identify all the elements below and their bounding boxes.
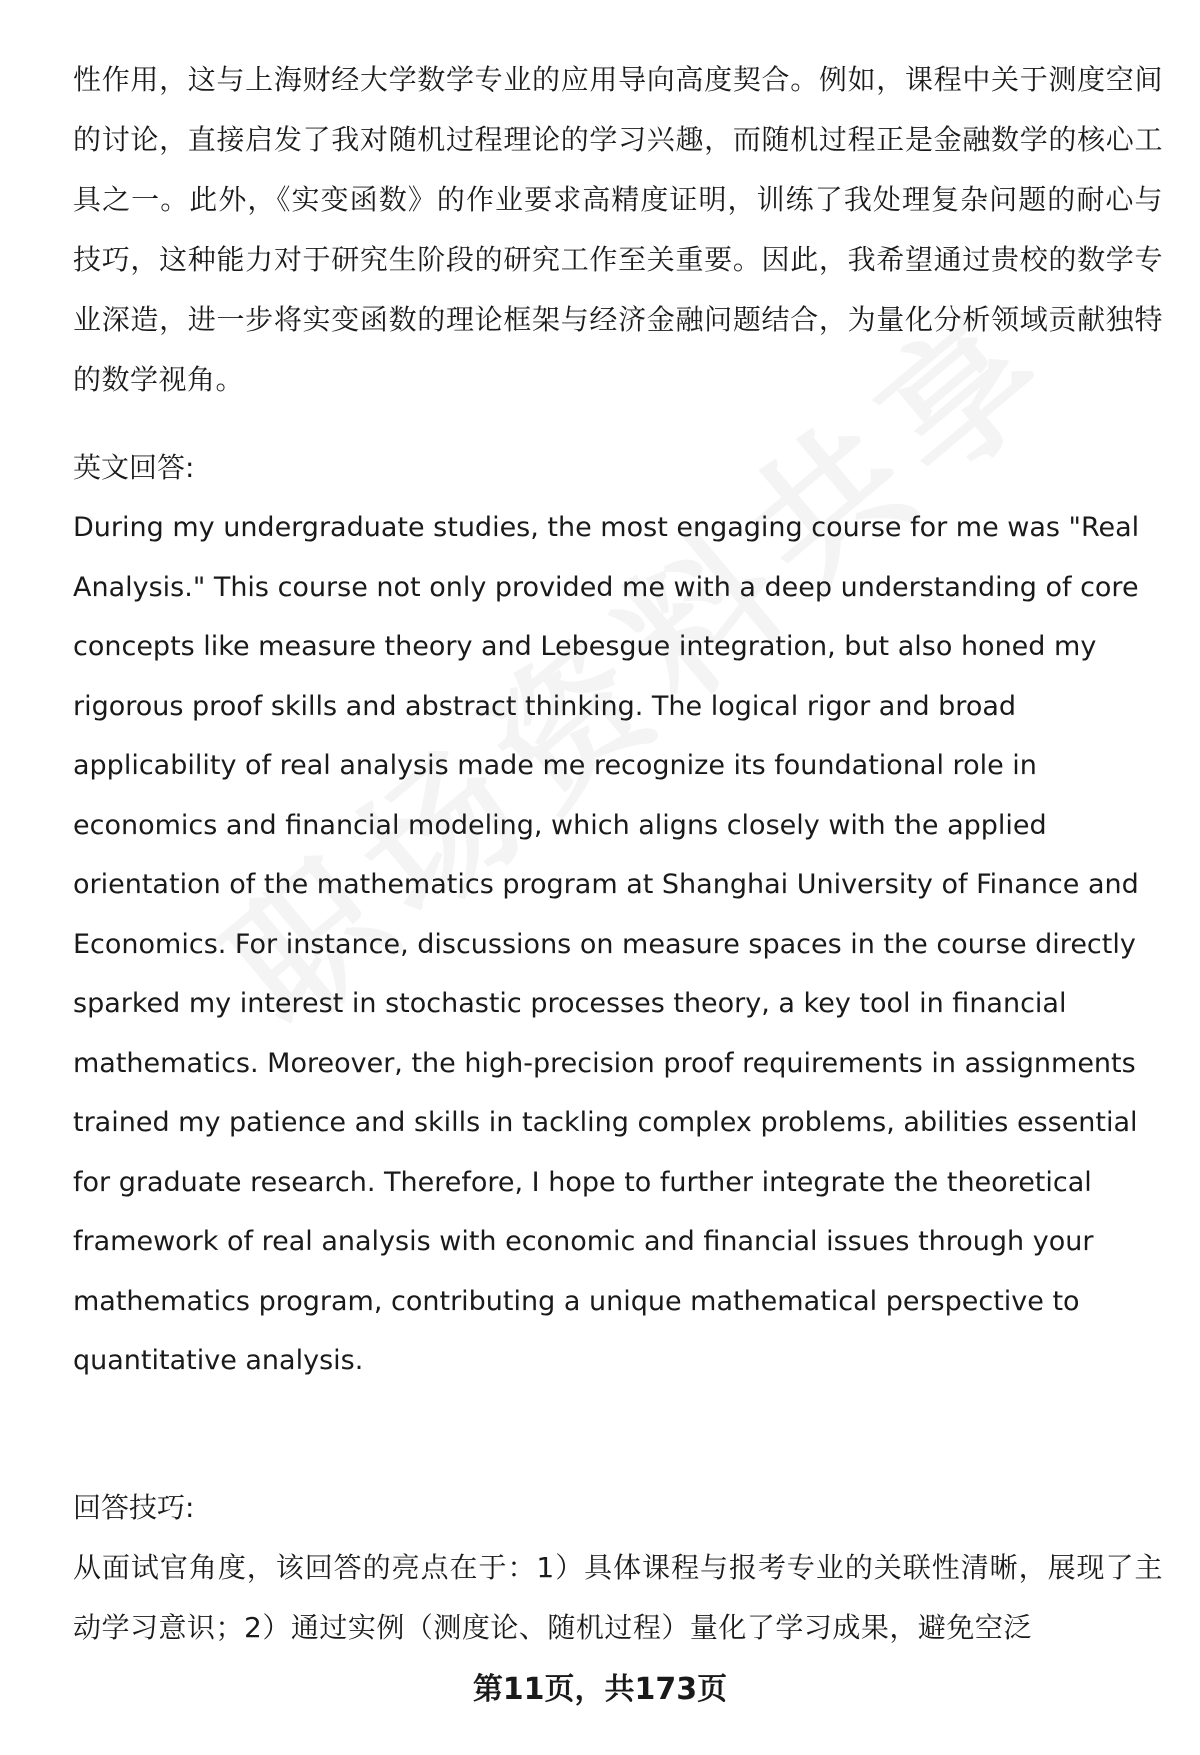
tips-heading: 回答技巧: [73,1491,195,1524]
english-answer-paragraph: During my undergraduate studies, the most engaging course for me was "Real Analysis." This course not only provided me with a deep understanding of core concepts like measure theory and Lebesgue integration, but also honed my rigorous proof skills and abstract thinking. The logical rigor and broad applicability of real analysis made me recognize its foundational role in economics and financial modeling, which aligns closely with the applied orientation of the mathematics program at Shanghai University of Finance and Economics. For instance, discussions on measure spaces in the course directly sparked my interest in stochastic processes theory, a key tool in financial mathematics. Moreover, the high-precision proof requirements in assignments trained my patience and skills in tackling complex problems, abilities essential for graduate research. Therefore, I hope to further integrate the theoretical framework of real analysis with economic and financial issues through your mathematics program, contributing a unique mathematical perspective to quantitative analysis. [73,512,1140,1376]
chinese-answer-continuation [73,50,1163,410]
english-answer-heading: 英文回答: [73,451,195,484]
tips-paragraph: 从面试官角度，该回答的亮点在于：1）具体课程与报考专业的关联性清晰，展现了主动学习意识；2）通过实例（测度论、随机过程）量化了学习成果，避免空泛 [73,1551,1163,1644]
english-answer-block [73,498,1163,1391]
chinese-paragraph: 性作用，这与上海财经大学数学专业的应用导向高度契合。例如，课程中关于测度空间的讨论，直接启发了我对随机过程理论的学习兴趣，而随机过程正是金融数学的核心工具之一。此外，《实变函数》的作业要求高精度证明，训练了我处理复杂问题的耐心与技巧，这种能力对于研究生阶段的研究工作至关重要。因此，我希望通过贵校的数学专业深造，进一步将实变函数的理论框架与经济金融问题结合，为量化分析领域贡献独特的数学视角。 [73,63,1163,396]
tips-heading-block [73,1478,1163,1538]
tips-body-block [73,1538,1163,1658]
page-number: 第11页，共173页 [472,1672,728,1707]
english-answer-heading-block [73,438,1163,498]
